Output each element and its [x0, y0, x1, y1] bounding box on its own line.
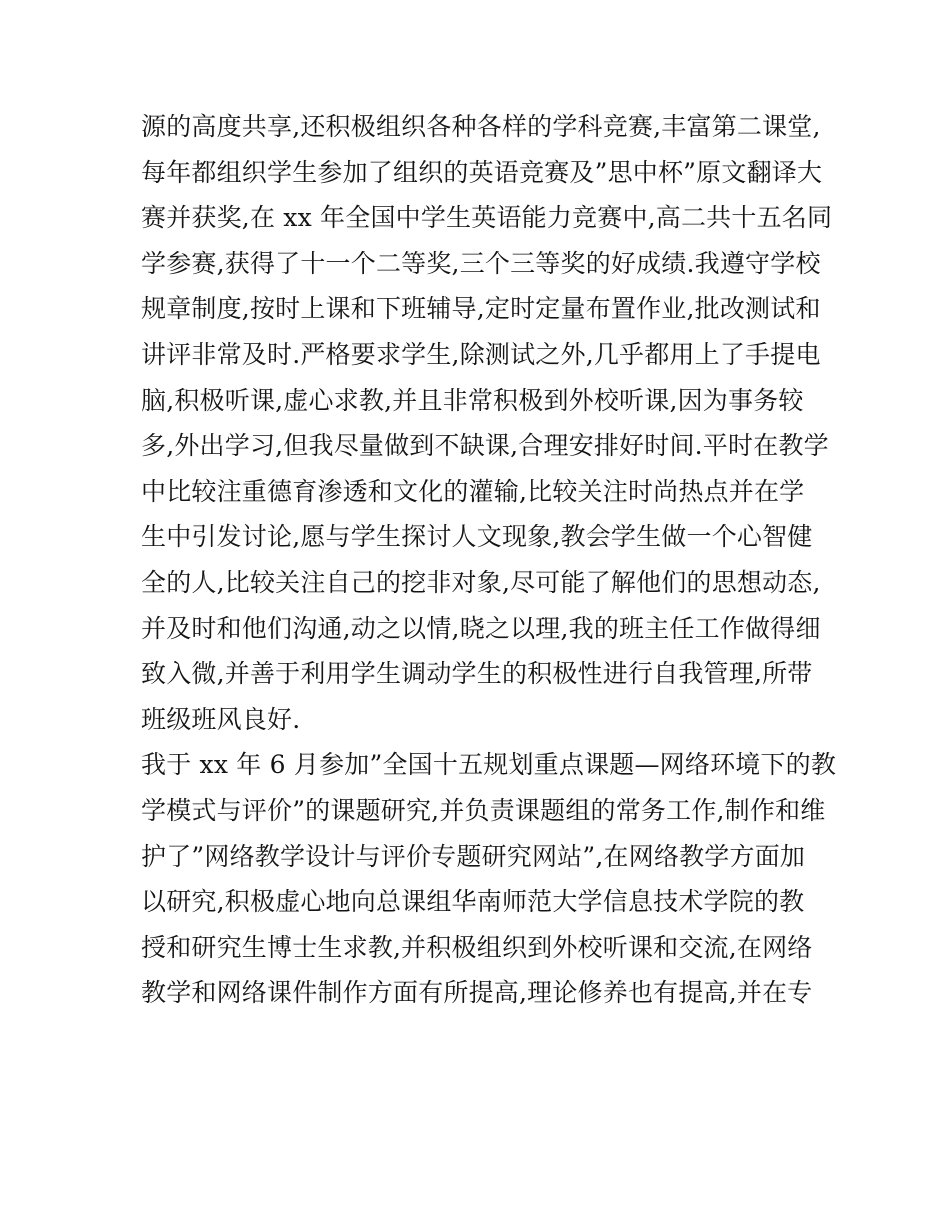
text-line: 并及时和他们沟通,动之以情,晓之以理,我的班主任工作做得细	[141, 613, 821, 643]
text-line: 中比较注重德育渗透和文化的灌输,比较关注时尚热点并在学	[141, 476, 805, 506]
text-line: 规章制度,按时上课和下班辅导,定时定量布置作业,批改测试和	[141, 294, 821, 324]
text-line: 以研究,积极虚心地向总课组华南师范大学信息技术学院的教	[141, 887, 805, 917]
text-line: 脑,积极听课,虚心求教,并且非常积极到外校听课,因为事务较	[141, 385, 804, 415]
body-text	[141, 104, 837, 1016]
text-line: 教学和网络课件制作方面有所提高,理论修养也有提高,并在专	[141, 978, 813, 1008]
text-line: 护了”网络教学设计与评价专题研究网站”,在网络教学方面加	[141, 841, 806, 871]
text-line: 授和研究生博士生求教,并积极组织到外校听课和交流,在网络	[141, 932, 813, 962]
text-line: 致入微,并善于利用学生调动学生的积极性进行自我管理,所带	[141, 659, 813, 689]
text-line: 学参赛,获得了十一个二等奖,三个三等奖的好成绩.我遵守学校	[141, 248, 821, 278]
text-line: 学模式与评价”的课题研究,并负责课题组的常务工作,制作和维	[141, 795, 826, 825]
text-line: 讲评非常及时.严格要求学生,除测试之外,几乎都用上了手提电	[141, 339, 821, 369]
text-line: 我于 xx 年 6 月参加”全国十五规划重点课题—网络环境下的教	[141, 750, 837, 780]
text-line: 源的高度共享,还积极组织各种各样的学科竞赛,丰富第二课堂,	[141, 112, 821, 141]
text-line: 班级班风良好.	[141, 704, 301, 734]
text-line: 多,外出学习,但我尽量做到不缺课,合理安排好时间.平时在教学	[141, 431, 829, 461]
text-line: 全的人,比较关注自己的挖非对象,尽可能了解他们的思想动态,	[141, 567, 821, 597]
text-line: 每年都组织学生参加了组织的英语竞赛及”思中杯”原文翻译大	[141, 157, 823, 187]
text-line: 生中引发讨论,愿与学生探讨人文现象,教会学生做一个心智健	[141, 522, 813, 552]
text-line: 赛并获奖,在 xx 年全国中学生英语能力竞赛中,高二共十五名同	[141, 203, 833, 233]
